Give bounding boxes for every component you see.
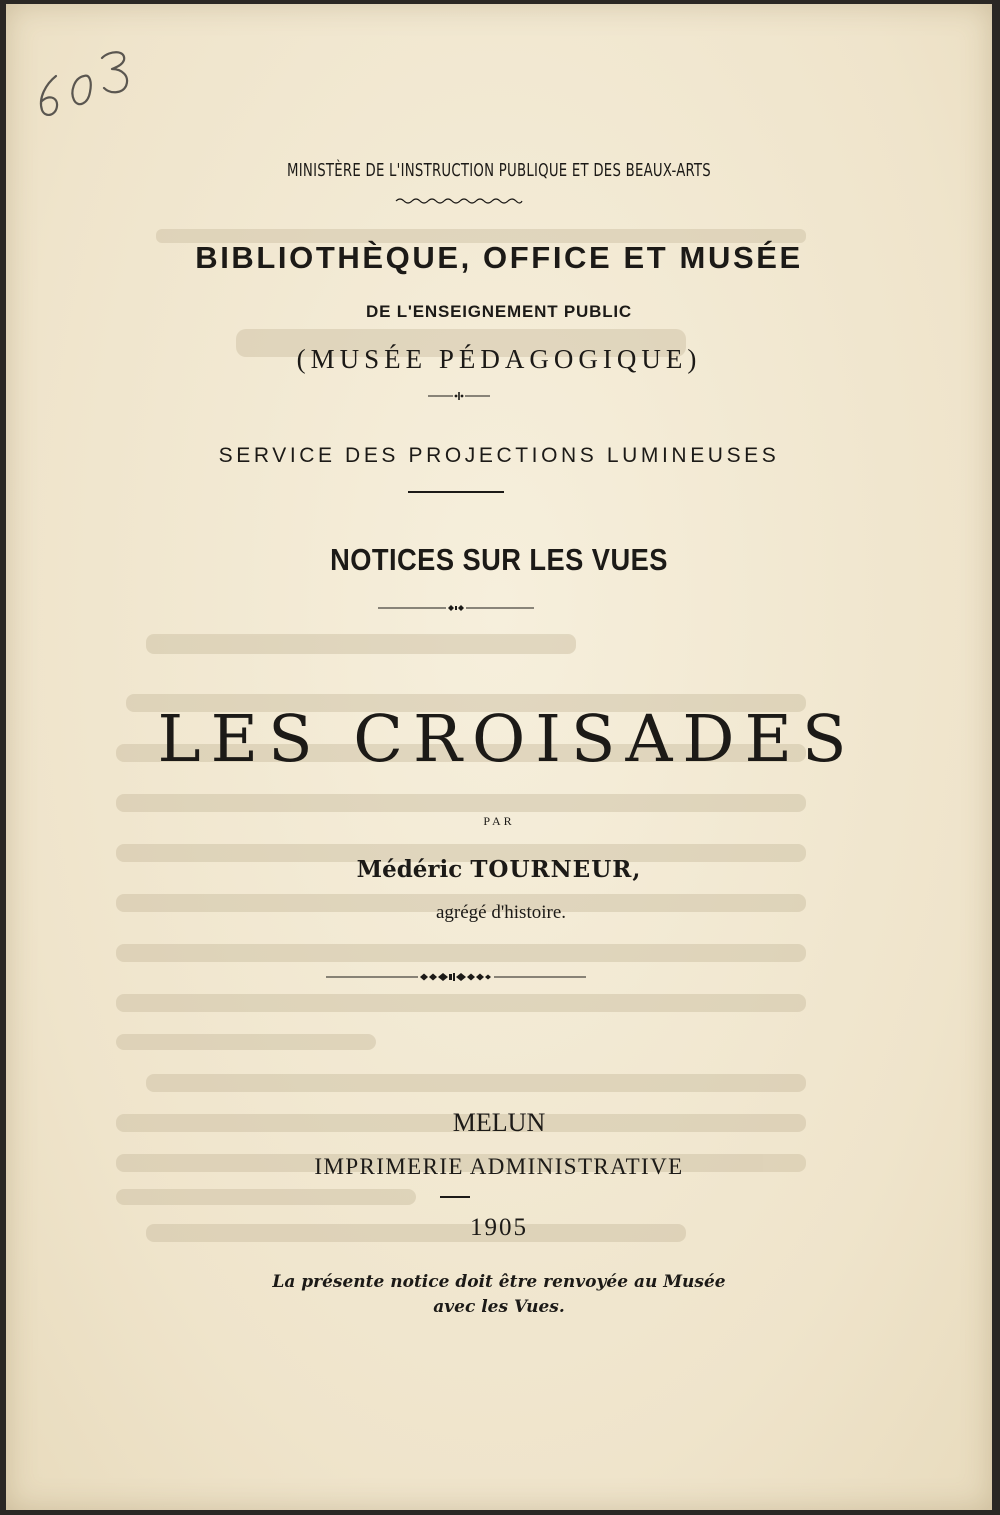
wavy-rule [394, 196, 524, 206]
author-role: agrégé d'histoire. [435, 902, 567, 923]
short-rule [440, 1196, 470, 1198]
museum-heading: (MUSÉE PÉDAGOGIQUE) [296, 344, 702, 374]
ornament-divider-small [426, 390, 492, 402]
author-last-name: TOURNEUR, [470, 856, 642, 883]
ministry-heading: MINISTÈRE DE L'INSTRUCTION PUBLIQUE ET DES BEAUX-ARTS [287, 160, 711, 181]
author-first-name: Médéric [356, 856, 463, 883]
service-heading: SERVICE DES PROJECTIONS LUMINEUSES [218, 444, 780, 467]
return-notice [6, 1270, 992, 1320]
document-page [6, 4, 992, 1510]
printer-name: IMPRIMERIE ADMINISTRATIVE [314, 1154, 684, 1179]
notices-heading: NOTICES SUR LES VUES [330, 542, 668, 577]
publication-year: 1905 [470, 1214, 528, 1241]
horizontal-rule [408, 491, 504, 493]
return-notice-line-1: La présente notice doit être renvoyée au Musée [272, 1272, 726, 1292]
institution-heading: BIBLIOTHÈQUE, OFFICE ET MUSÉE [195, 240, 803, 275]
institution-subheading: DE L'ENSEIGNEMENT PUBLIC [366, 302, 632, 321]
handwritten-number-603 [32, 36, 142, 121]
publication-city: MELUN [452, 1108, 546, 1137]
return-notice-line-2: avec les Vues. [433, 1297, 565, 1317]
document-title: LES CROISADES [157, 702, 857, 777]
author-name [6, 856, 992, 883]
ornament-divider [376, 602, 536, 614]
by-label: PAR [483, 814, 515, 828]
ornament-divider-large [324, 970, 588, 984]
